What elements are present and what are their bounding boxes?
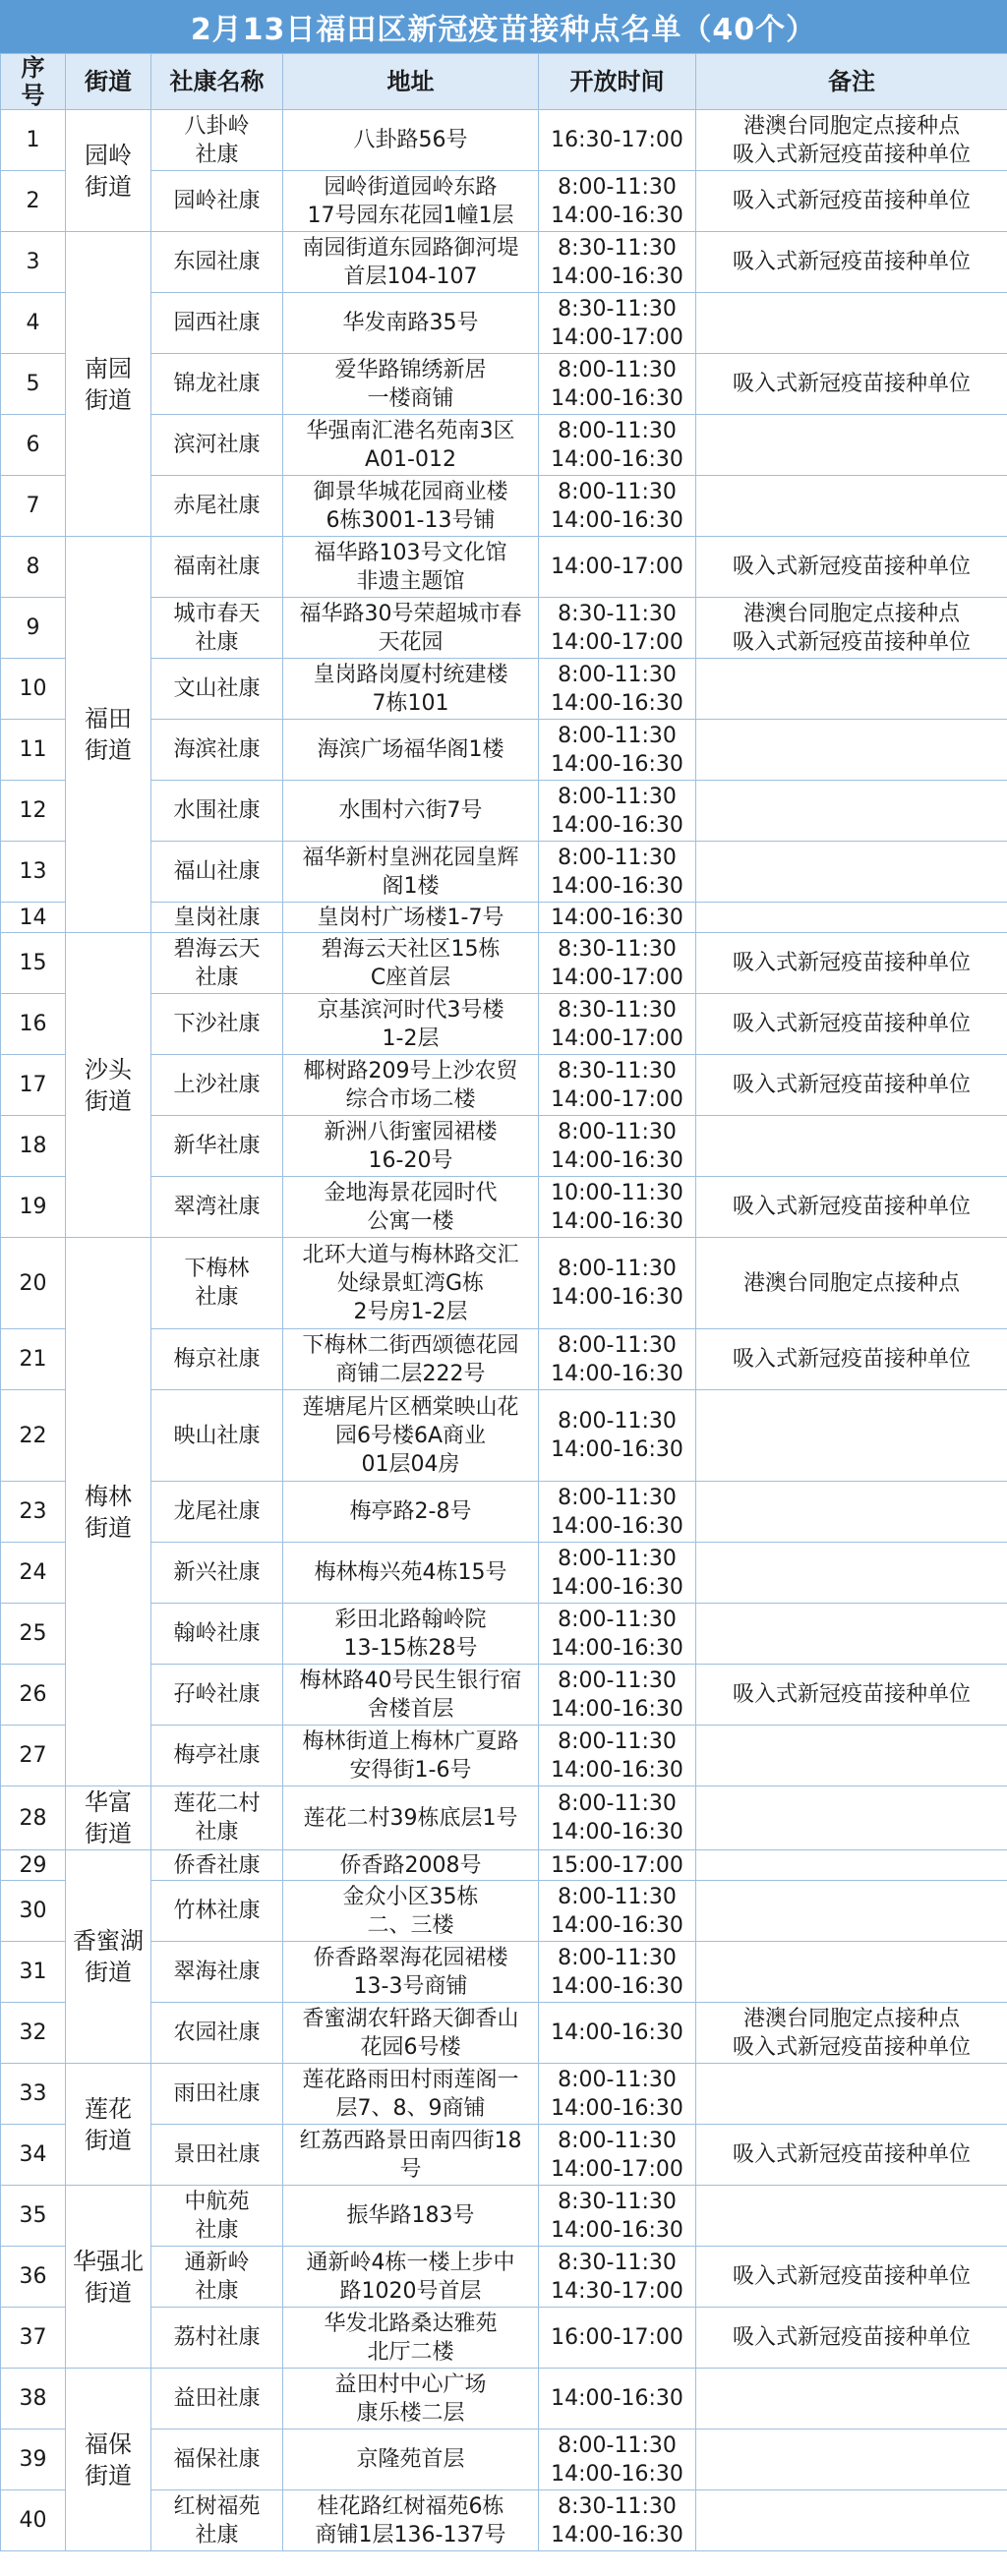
site-note: 吸入式新冠疫苗接种单位 [696,2125,1007,2186]
site-note [696,781,1007,842]
site-address: 桂花路红树福苑6栋 商铺1层136-137号 [283,2490,539,2551]
site-address: 红荔西路景田南四街18 号 [283,2125,539,2186]
site-address: 椰树路209号上沙农贸 综合市场二楼 [283,1055,539,1116]
row-number: 39 [1,2430,66,2490]
site-note [696,659,1007,720]
table-row [1,1942,1007,2003]
site-address: 御景华城花园商业楼 6栋3001-13号铺 [283,476,539,537]
site-address: 华强南汇港名苑南3区 A01-012 [283,415,539,476]
site-address: 华发南路35号 [283,293,539,354]
header-site: 社康名称 [151,54,283,110]
site-name: 农园社康 [151,2003,283,2064]
site-address: 下梅林二街西颂德花园 商铺二层222号 [283,1329,539,1390]
site-address: 北环大道与梅林路交汇 处绿景虹湾G栋 2号房1-2层 [283,1238,539,1329]
row-number: 21 [1,1329,66,1390]
table-row [1,415,1007,476]
site-address: 海滨广场福华阁1楼 [283,720,539,781]
opening-hours: 8:00-11:30 14:00-16:30 [539,2064,696,2125]
site-name: 海滨社康 [151,720,283,781]
site-note: 港澳台同胞定点接种点 [696,1238,1007,1329]
site-address: 梅林梅兴苑4栋15号 [283,1543,539,1604]
site-note [696,1881,1007,1942]
site-name: 红树福苑 社康 [151,2490,283,2551]
site-name: 福保社康 [151,2430,283,2490]
site-note [696,1604,1007,1665]
site-note: 吸入式新冠疫苗接种单位 [696,994,1007,1055]
street-name: 福保 街道 [66,2369,151,2551]
street-name: 华富 街道 [66,1786,151,1850]
row-number: 20 [1,1238,66,1329]
opening-hours: 8:00-11:30 14:00-16:30 [539,476,696,537]
row-number: 35 [1,2186,66,2247]
site-name: 映山社康 [151,1390,283,1482]
header-no: 序 号 [1,54,66,110]
site-note [696,2186,1007,2247]
row-number: 34 [1,2125,66,2186]
opening-hours: 8:00-11:30 14:00-16:30 [539,842,696,903]
site-name: 通新岭 社康 [151,2247,283,2308]
opening-hours: 10:00-11:30 14:00-16:30 [539,1177,696,1238]
table-row [1,1786,1007,1850]
opening-hours: 8:30-11:30 14:30-17:00 [539,2247,696,2308]
site-note: 吸入式新冠疫苗接种单位 [696,1055,1007,1116]
vaccination-sites-table [0,53,1007,2551]
site-address: 梅亭路2-8号 [283,1482,539,1543]
site-address: 八卦路56号 [283,110,539,171]
row-number: 29 [1,1850,66,1881]
site-note [696,476,1007,537]
table-row [1,2125,1007,2186]
opening-hours: 8:30-11:30 14:00-17:00 [539,598,696,659]
header-street: 街道 [66,54,151,110]
site-address: 侨香路翠海花园裙楼 13-3号商铺 [283,1942,539,2003]
opening-hours: 8:30-11:30 14:00-16:30 [539,232,696,293]
site-name: 水围社康 [151,781,283,842]
street-name: 香蜜湖 街道 [66,1850,151,2064]
row-number: 9 [1,598,66,659]
row-number: 32 [1,2003,66,2064]
table-row [1,537,1007,598]
row-number: 18 [1,1116,66,1177]
site-name: 城市春天 社康 [151,598,283,659]
opening-hours: 8:30-11:30 14:00-16:30 [539,2186,696,2247]
row-number: 1 [1,110,66,171]
row-number: 28 [1,1786,66,1850]
site-address: 华发北路桑达雅苑 北厅二楼 [283,2308,539,2369]
row-number: 13 [1,842,66,903]
site-note: 吸入式新冠疫苗接种单位 [696,1329,1007,1390]
site-name: 侨香社康 [151,1850,283,1881]
table-row [1,354,1007,415]
site-note [696,1390,1007,1482]
site-note [696,1850,1007,1881]
opening-hours: 8:00-11:30 14:00-16:30 [539,1604,696,1665]
row-number: 4 [1,293,66,354]
site-name: 下沙社康 [151,994,283,1055]
site-address: 皇岗路岗厦村统建楼 7栋101 [283,659,539,720]
site-address: 爱华路锦绣新居 一楼商铺 [283,354,539,415]
site-address: 碧海云天社区15栋 C座首层 [283,933,539,994]
site-address: 福华新村皇洲花园皇辉 阁1楼 [283,842,539,903]
site-note [696,1786,1007,1850]
site-name: 益田社康 [151,2369,283,2430]
table-row [1,903,1007,933]
site-address: 金地海景花园时代 公寓一楼 [283,1177,539,1238]
row-number: 6 [1,415,66,476]
table-row [1,2247,1007,2308]
street-name: 沙头 街道 [66,933,151,1238]
site-note: 港澳台同胞定点接种点 吸入式新冠疫苗接种单位 [696,110,1007,171]
site-note [696,1942,1007,2003]
street-name: 南园 街道 [66,232,151,537]
table-row [1,1055,1007,1116]
site-name: 皇岗社康 [151,903,283,933]
opening-hours: 8:00-11:30 14:00-17:00 [539,2125,696,2186]
table-row [1,2308,1007,2369]
site-address: 侨香路2008号 [283,1850,539,1881]
site-note [696,1543,1007,1604]
row-number: 40 [1,2490,66,2551]
site-name: 八卦岭 社康 [151,110,283,171]
table-row [1,1850,1007,1881]
site-address: 振华路183号 [283,2186,539,2247]
opening-hours: 8:00-11:30 14:00-16:30 [539,720,696,781]
site-note: 港澳台同胞定点接种点 吸入式新冠疫苗接种单位 [696,2003,1007,2064]
page-title: 2月13日福田区新冠疫苗接种点名单（40个） [0,0,1007,53]
site-name: 园岭社康 [151,171,283,232]
opening-hours: 8:00-11:30 14:00-16:30 [539,354,696,415]
site-name: 翠海社康 [151,1942,283,2003]
table-row [1,2186,1007,2247]
opening-hours: 14:00-17:00 [539,537,696,598]
site-note: 吸入式新冠疫苗接种单位 [696,933,1007,994]
row-number: 26 [1,1665,66,1726]
opening-hours: 8:00-11:30 14:00-16:30 [539,1942,696,2003]
opening-hours: 8:00-11:30 14:00-16:30 [539,2430,696,2490]
table-row [1,2369,1007,2430]
opening-hours: 8:00-11:30 14:00-16:30 [539,1116,696,1177]
table-row [1,842,1007,903]
table-row [1,720,1007,781]
row-number: 33 [1,2064,66,2125]
opening-hours: 14:00-16:30 [539,2003,696,2064]
site-address: 京隆苑首层 [283,2430,539,2490]
row-number: 25 [1,1604,66,1665]
opening-hours: 8:00-11:30 14:00-16:30 [539,1390,696,1482]
street-name: 莲花 街道 [66,2064,151,2186]
row-number: 23 [1,1482,66,1543]
site-name: 龙尾社康 [151,1482,283,1543]
row-number: 5 [1,354,66,415]
site-address: 园岭街道园岭东路 17号园东花园1幢1层 [283,171,539,232]
site-note [696,903,1007,933]
table-row [1,110,1007,171]
site-name: 竹林社康 [151,1881,283,1942]
table-row [1,659,1007,720]
table-row [1,1665,1007,1726]
street-name: 华强北 街道 [66,2186,151,2369]
site-address: 梅林路40号民生银行宿 舍楼首层 [283,1665,539,1726]
site-address: 莲花二村39栋底层1号 [283,1786,539,1850]
table-row [1,1881,1007,1942]
header-note: 备注 [696,54,1007,110]
opening-hours: 8:00-11:30 14:00-16:30 [539,1665,696,1726]
site-name: 梅亭社康 [151,1726,283,1786]
site-name: 翰岭社康 [151,1604,283,1665]
table-body [1,110,1007,2551]
site-name: 翠湾社康 [151,1177,283,1238]
site-address: 益田村中心广场 康乐楼二层 [283,2369,539,2430]
site-name: 中航苑 社康 [151,2186,283,2247]
opening-hours: 8:00-11:30 14:00-16:30 [539,1543,696,1604]
site-name: 新华社康 [151,1116,283,1177]
row-number: 12 [1,781,66,842]
table-row [1,1482,1007,1543]
row-number: 15 [1,933,66,994]
site-note [696,1726,1007,1786]
row-number: 3 [1,232,66,293]
site-address: 金众小区35栋 二、三楼 [283,1881,539,1942]
site-name: 东园社康 [151,232,283,293]
opening-hours: 15:00-17:00 [539,1850,696,1881]
table-row [1,781,1007,842]
site-address: 新洲八街蜜园裙楼 16-20号 [283,1116,539,1177]
site-note [696,1116,1007,1177]
site-address: 福华路103号文化馆 非遗主题馆 [283,537,539,598]
row-number: 10 [1,659,66,720]
opening-hours: 16:00-17:00 [539,2308,696,2369]
table-row [1,2003,1007,2064]
site-note: 吸入式新冠疫苗接种单位 [696,1177,1007,1238]
site-name: 下梅林 社康 [151,1238,283,1329]
opening-hours: 14:00-16:30 [539,903,696,933]
site-note: 吸入式新冠疫苗接种单位 [696,2308,1007,2369]
site-note: 吸入式新冠疫苗接种单位 [696,232,1007,293]
site-name: 荔村社康 [151,2308,283,2369]
row-number: 31 [1,1942,66,2003]
site-name: 莲花二村 社康 [151,1786,283,1850]
site-note: 吸入式新冠疫苗接种单位 [696,171,1007,232]
table-row [1,1116,1007,1177]
opening-hours: 8:30-11:30 14:00-17:00 [539,1055,696,1116]
table-row [1,293,1007,354]
opening-hours: 8:30-11:30 14:00-17:00 [539,994,696,1055]
row-number: 37 [1,2308,66,2369]
opening-hours: 8:00-11:30 14:00-16:30 [539,171,696,232]
site-name: 福山社康 [151,842,283,903]
header-hours: 开放时间 [539,54,696,110]
site-name: 滨河社康 [151,415,283,476]
opening-hours: 8:00-11:30 14:00-16:30 [539,1329,696,1390]
site-name: 雨田社康 [151,2064,283,2125]
row-number: 11 [1,720,66,781]
opening-hours: 8:00-11:30 14:00-16:30 [539,781,696,842]
table-row [1,1329,1007,1390]
table-row [1,1390,1007,1482]
site-name: 梅京社康 [151,1329,283,1390]
table-row [1,1604,1007,1665]
row-number: 7 [1,476,66,537]
site-note: 吸入式新冠疫苗接种单位 [696,2247,1007,2308]
table-row [1,171,1007,232]
row-number: 30 [1,1881,66,1942]
site-name: 孖岭社康 [151,1665,283,1726]
row-number: 8 [1,537,66,598]
opening-hours: 8:30-11:30 14:00-16:30 [539,2490,696,2551]
site-note: 吸入式新冠疫苗接种单位 [696,537,1007,598]
site-address: 彩田北路翰岭院 13-15栋28号 [283,1604,539,1665]
table-row [1,2064,1007,2125]
street-name: 梅林 街道 [66,1238,151,1786]
site-address: 香蜜湖农轩路天御香山 花园6号楼 [283,2003,539,2064]
site-name: 赤尾社康 [151,476,283,537]
site-name: 园西社康 [151,293,283,354]
site-address: 莲塘尾片区栖棠映山花 园6号楼6A商业 01层04房 [283,1390,539,1482]
table-row [1,598,1007,659]
table-row [1,1543,1007,1604]
site-name: 福南社康 [151,537,283,598]
opening-hours: 8:00-11:30 14:00-16:30 [539,1238,696,1329]
site-address: 皇岗村广场楼1-7号 [283,903,539,933]
opening-hours: 8:00-11:30 14:00-16:30 [539,1786,696,1850]
site-address: 梅林街道上梅林广夏路 安得街1-6号 [283,1726,539,1786]
site-address: 南园街道东园路御河堤 首层104-107 [283,232,539,293]
table-header [1,54,1007,110]
row-number: 36 [1,2247,66,2308]
site-note [696,2430,1007,2490]
row-number: 2 [1,171,66,232]
table-row [1,2490,1007,2551]
row-number: 16 [1,994,66,1055]
row-number: 17 [1,1055,66,1116]
site-address: 福华路30号荣超城市春 天花园 [283,598,539,659]
row-number: 22 [1,1390,66,1482]
site-name: 锦龙社康 [151,354,283,415]
table-row [1,1726,1007,1786]
row-number: 14 [1,903,66,933]
site-note [696,842,1007,903]
site-name: 上沙社康 [151,1055,283,1116]
opening-hours: 8:00-11:30 14:00-16:30 [539,415,696,476]
opening-hours: 8:30-11:30 14:00-17:00 [539,293,696,354]
opening-hours: 8:30-11:30 14:00-17:00 [539,933,696,994]
site-note [696,415,1007,476]
table-row [1,2430,1007,2490]
site-name: 景田社康 [151,2125,283,2186]
opening-hours: 8:00-11:30 14:00-16:30 [539,1881,696,1942]
site-name: 碧海云天 社康 [151,933,283,994]
site-note [696,293,1007,354]
table-row [1,232,1007,293]
table-row [1,933,1007,994]
site-name: 文山社康 [151,659,283,720]
site-note [696,2064,1007,2125]
header-address: 地址 [283,54,539,110]
site-note: 吸入式新冠疫苗接种单位 [696,1665,1007,1726]
row-number: 38 [1,2369,66,2430]
site-note [696,720,1007,781]
site-address: 莲花路雨田村雨莲阁一 层7、8、9商铺 [283,2064,539,2125]
site-note [696,2369,1007,2430]
site-note: 港澳台同胞定点接种点 吸入式新冠疫苗接种单位 [696,598,1007,659]
site-name: 新兴社康 [151,1543,283,1604]
opening-hours: 14:00-16:30 [539,2369,696,2430]
row-number: 27 [1,1726,66,1786]
table-row [1,1177,1007,1238]
site-note [696,1482,1007,1543]
row-number: 24 [1,1543,66,1604]
site-address: 京基滨河时代3号楼 1-2层 [283,994,539,1055]
opening-hours: 8:00-11:30 14:00-16:30 [539,659,696,720]
site-address: 水围村六街7号 [283,781,539,842]
site-note [696,2490,1007,2551]
table-row [1,994,1007,1055]
table-row [1,476,1007,537]
row-number: 19 [1,1177,66,1238]
table-row [1,1238,1007,1329]
opening-hours: 8:00-11:30 14:00-16:30 [539,1726,696,1786]
opening-hours: 16:30-17:00 [539,110,696,171]
street-name: 园岭 街道 [66,110,151,232]
opening-hours: 8:00-11:30 14:00-16:30 [539,1482,696,1543]
site-note: 吸入式新冠疫苗接种单位 [696,354,1007,415]
site-address: 通新岭4栋一楼上步中 路1020号首层 [283,2247,539,2308]
street-name: 福田 街道 [66,537,151,933]
